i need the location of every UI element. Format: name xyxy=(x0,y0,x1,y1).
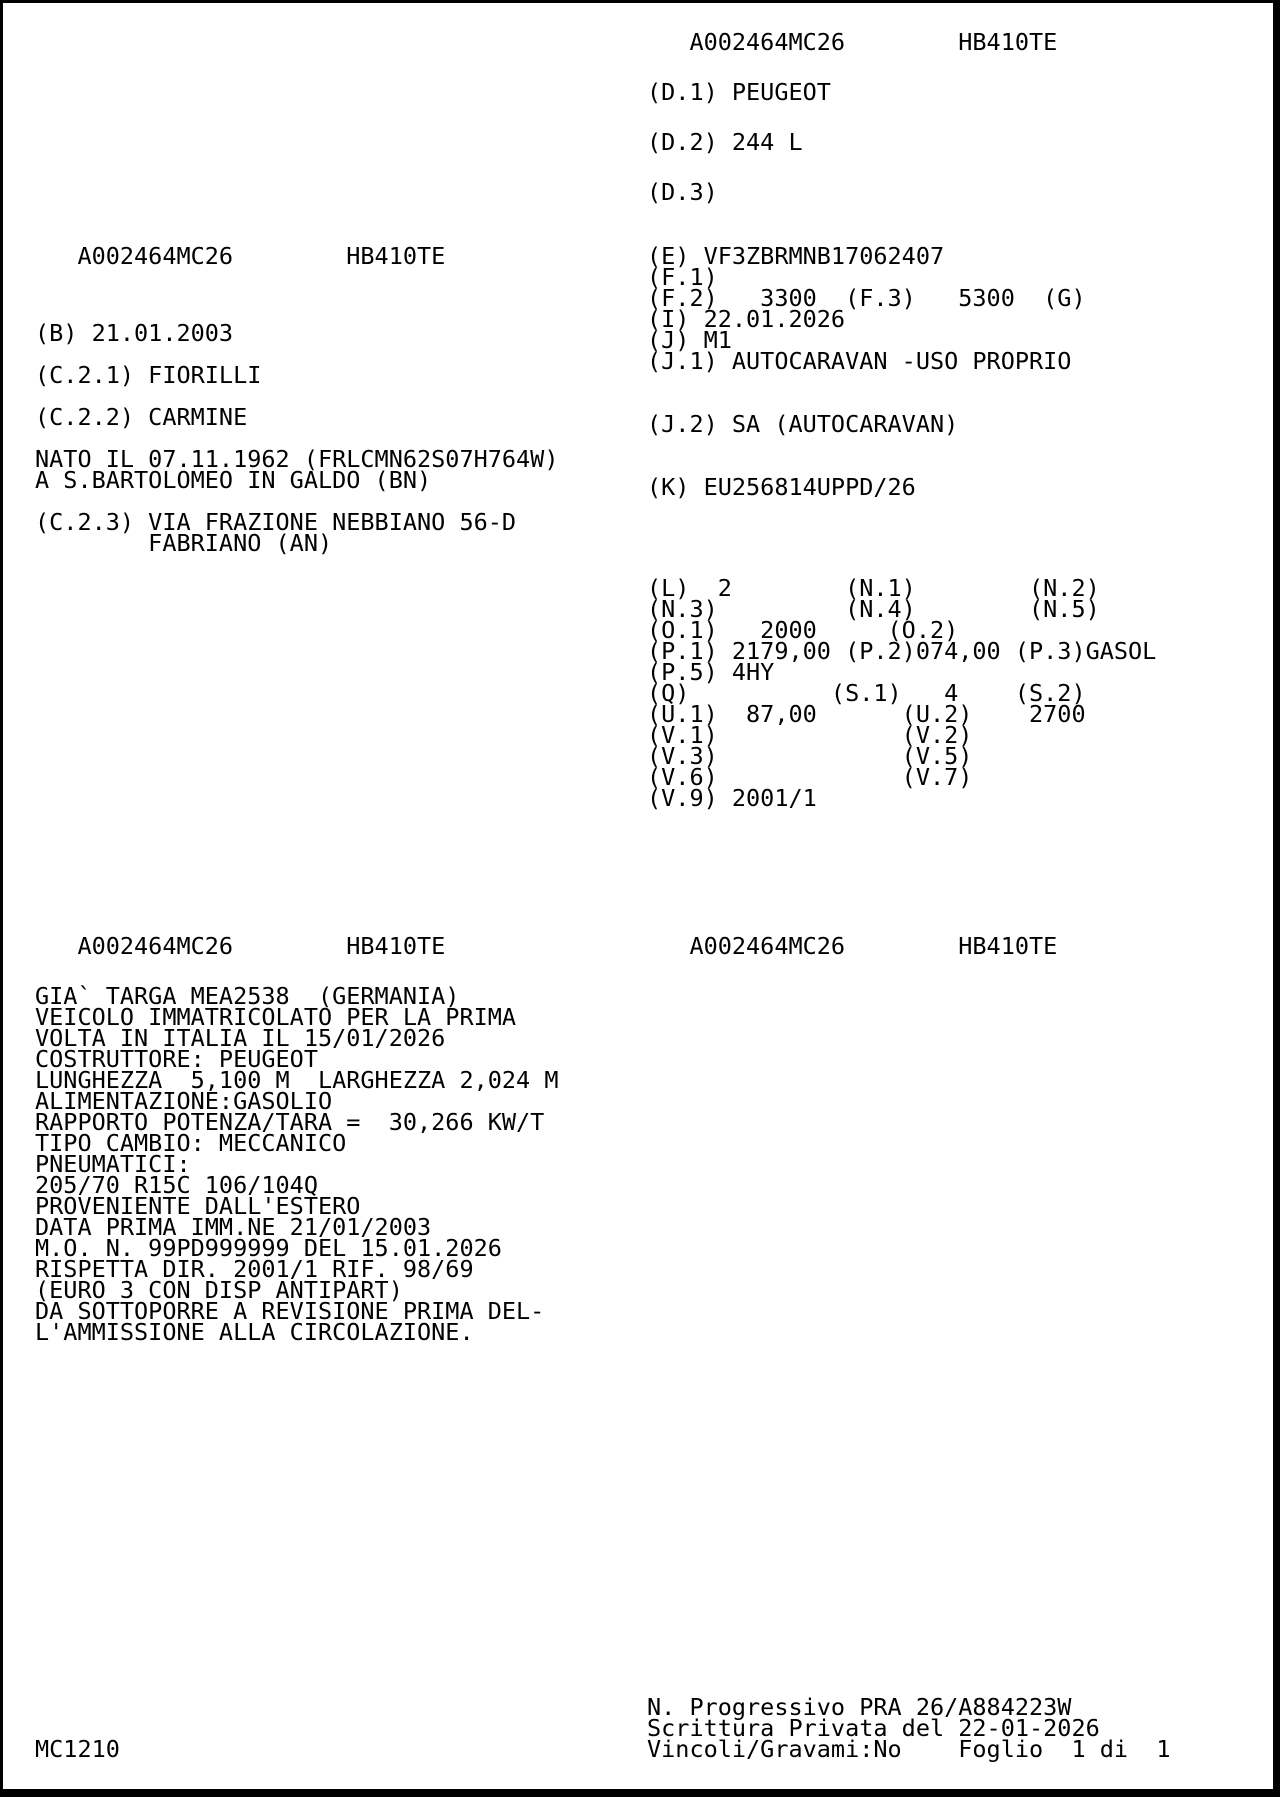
technical-line: (N.3) (N.4) (N.5) xyxy=(647,595,1100,623)
note-line: M.O. N. 99PD999999 DEL 15.01.2026 xyxy=(35,1234,502,1262)
vehicle-line: (F.1) xyxy=(647,263,718,291)
note-line: VEICOLO IMMATRICOLATO PER LA PRIMA xyxy=(35,1003,517,1031)
footer-info xyxy=(647,1693,1171,1763)
note-line: L'AMMISSIONE ALLA CIRCOLAZIONE. xyxy=(35,1318,474,1346)
vehicle-line xyxy=(647,435,1086,456)
field-d3: (D.3) xyxy=(647,178,718,206)
vehicle-line: (J.2) SA (AUTOCARAVAN) xyxy=(647,410,959,438)
vehicle-line: (J.1) AUTOCARAVAN -USO PROPRIO xyxy=(647,347,1072,375)
owner-section xyxy=(35,319,559,557)
note-line: TIPO CAMBIO: MECCANICO xyxy=(35,1129,347,1157)
note-line: (EURO 3 CON DISP ANTIPART) xyxy=(35,1276,403,1304)
document-page xyxy=(3,3,1273,1789)
owner-line: FABRIANO (AN) xyxy=(35,529,333,557)
owner-line: A S.BARTOLOMEO IN GALDO (BN) xyxy=(35,466,432,494)
technical-line: (P.1) 2179,00 (P.2)074,00 (P.3)GASOL xyxy=(647,637,1157,665)
note-line: VOLTA IN ITALIA IL 15/01/2026 xyxy=(35,1024,446,1052)
footer-code: MC1210 xyxy=(35,1735,120,1763)
note-line: RAPPORTO POTENZA/TARA = 30,266 KW/T xyxy=(35,1108,545,1136)
field-d1: (D.1) PEUGEOT xyxy=(647,78,831,106)
footer-deed: Scrittura Privata del 22-01-2026 xyxy=(647,1714,1100,1742)
vehicle-line: (J) M1 xyxy=(647,326,732,354)
note-line: COSTRUTTORE: PEUGEOT xyxy=(35,1045,318,1073)
note-line: GIA` TARGA MEA2538 (GERMANIA) xyxy=(35,982,460,1010)
note-line: PNEUMATICI: xyxy=(35,1150,191,1178)
owner-line: (C.2.1) FIORILLI xyxy=(35,361,262,389)
note-line: PROVENIENTE DALL'ESTERO xyxy=(35,1192,361,1220)
technical-line: (P.5) 4HY xyxy=(647,658,775,686)
owner-line: NATO IL 07.11.1962 (FRLCMN62S07H764W) xyxy=(35,445,559,473)
owner-line: (C.2.2) CARMINE xyxy=(35,403,248,431)
header-bottom-left: A002464MC26 HB410TE xyxy=(35,932,446,960)
note-line: RISPETTA DIR. 2001/1 RIF. 98/69 xyxy=(35,1255,474,1283)
footer-liens-page: Vincoli/Gravami:No Foglio 1 di 1 xyxy=(647,1735,1171,1763)
note-line: DA SOTTOPORRE A REVISIONE PRIMA DEL- xyxy=(35,1297,545,1325)
technical-section xyxy=(647,574,1157,812)
vehicle-line: (K) EU256814UPPD/26 xyxy=(647,473,916,501)
technical-line: (V.3) (V.5) xyxy=(647,742,973,770)
technical-line: (L) 2 (N.1) (N.2) xyxy=(647,574,1100,602)
notes-section xyxy=(35,982,559,1346)
technical-line: (Q) (S.1) 4 (S.2) xyxy=(647,679,1086,707)
technical-line: (U.1) 87,00 (U.2) 2700 xyxy=(647,700,1086,728)
vehicle-line: (F.2) 3300 (F.3) 5300 (G) xyxy=(647,284,1086,312)
vehicle-line xyxy=(647,372,1086,393)
header-right: A002464MC26 HB410TE xyxy=(647,28,1058,56)
technical-line: (O.1) 2000 (O.2) xyxy=(647,616,959,644)
owner-line: (B) 21.01.2003 xyxy=(35,319,234,347)
header-bottom-right: A002464MC26 HB410TE xyxy=(647,932,1058,960)
footer-progressive: N. Progressivo PRA 26/A884223W xyxy=(647,1693,1072,1721)
note-line: ALIMENTAZIONE:GASOLIO xyxy=(35,1087,333,1115)
technical-line: (V.1) (V.2) xyxy=(647,721,973,749)
technical-line: (V.9) 2001/1 xyxy=(647,784,817,812)
vehicle-section xyxy=(647,242,1086,501)
note-line: 205/70 R15C 106/104Q xyxy=(35,1171,318,1199)
field-d2: (D.2) 244 L xyxy=(647,128,803,156)
owner-line: (C.2.3) VIA FRAZIONE NEBBIANO 56-D xyxy=(35,508,517,536)
vehicle-line: (I) 22.01.2026 xyxy=(647,305,846,333)
vehicle-line: (E) VF3ZBRMNB17062407 xyxy=(647,242,945,270)
technical-line: (V.6) (V.7) xyxy=(647,763,973,791)
header-left: A002464MC26 HB410TE xyxy=(35,242,446,270)
note-line: LUNGHEZZA 5,100 M LARGHEZZA 2,024 M xyxy=(35,1066,559,1094)
note-line: DATA PRIMA IMM.NE 21/01/2003 xyxy=(35,1213,432,1241)
